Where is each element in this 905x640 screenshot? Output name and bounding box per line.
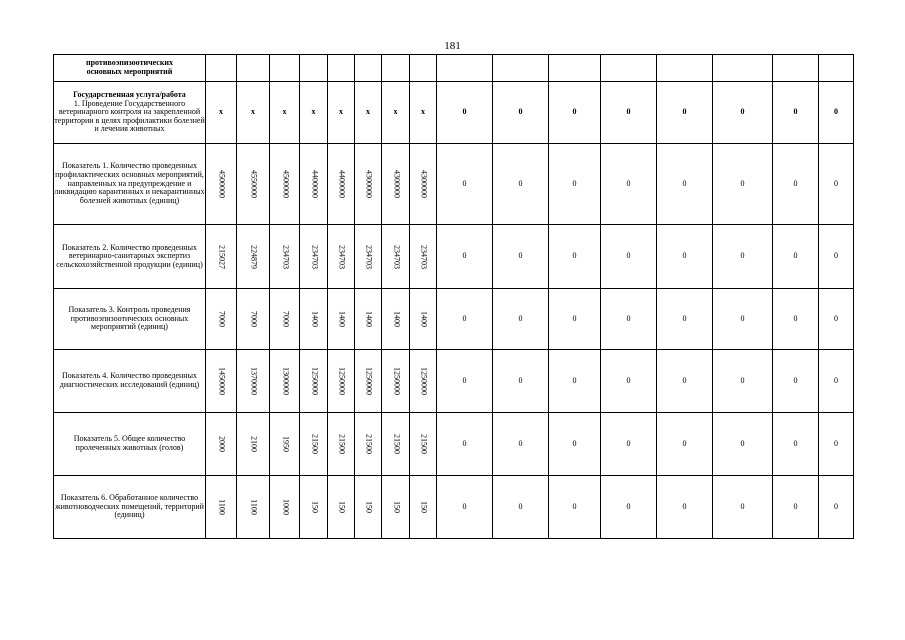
value-cell [657, 350, 713, 413]
value-cell [493, 476, 549, 539]
value-cell [713, 350, 773, 413]
value-cell [382, 82, 410, 144]
value-cell [410, 476, 437, 539]
value-text: 0 [626, 313, 631, 323]
value-cell [657, 476, 713, 539]
value-cell [773, 350, 819, 413]
value-text: 0 [793, 251, 798, 261]
value-text: 21500 [419, 434, 429, 454]
value-text: 0 [626, 178, 631, 188]
value-text: 0 [572, 313, 577, 323]
value-text: 0 [572, 375, 577, 385]
value-cell [382, 289, 410, 350]
value-cell [713, 413, 773, 476]
value-text: x [366, 107, 370, 117]
value-cell [237, 225, 270, 289]
value-text: 0 [626, 107, 631, 117]
value-text: 0 [462, 313, 467, 323]
value-text: 7000 [280, 311, 290, 327]
value-cell [206, 476, 237, 539]
value-text: 1100 [217, 499, 227, 515]
row-label: Показатель 3. Контроль проведения противоэпизоотических основных мероприятий (единиц) [54, 289, 206, 350]
row-label-line: противоэпизоотических [85, 58, 174, 68]
value-cell [819, 225, 854, 289]
value-cell [300, 144, 328, 225]
value-cell [410, 82, 437, 144]
value-cell [206, 289, 237, 350]
value-cell [355, 225, 382, 289]
value-text: 150 [309, 501, 319, 513]
value-text: 1400 [391, 311, 401, 327]
table-row [54, 225, 854, 289]
value-text: 0 [572, 251, 577, 261]
value-text: 0 [682, 501, 687, 511]
value-text: 0 [793, 501, 798, 511]
value-cell [382, 225, 410, 289]
value-cell [237, 82, 270, 144]
value-cell [355, 82, 382, 144]
value-cell [300, 82, 328, 144]
value-text: 0 [682, 178, 687, 188]
value-cell [382, 144, 410, 225]
value-text: 0 [740, 107, 745, 117]
value-text: 0 [462, 107, 467, 117]
service-heading: Государственная услуга/работа [73, 89, 186, 99]
value-cell [657, 413, 713, 476]
value-text: 0 [793, 375, 798, 385]
value-text: 215027 [217, 244, 227, 269]
value-text: 150 [337, 501, 347, 513]
value-cell [410, 350, 437, 413]
value-cell [328, 289, 355, 350]
value-cell [328, 350, 355, 413]
value-cell [328, 225, 355, 289]
value-text: x [339, 107, 343, 117]
value-cell [713, 82, 773, 144]
value-cell [819, 476, 854, 539]
value-text: 7000 [217, 311, 227, 327]
value-text: 0 [834, 107, 838, 117]
value-text: 21500 [391, 434, 401, 454]
value-text: 0 [572, 107, 577, 117]
value-cell [328, 413, 355, 476]
value-cell [493, 413, 549, 476]
value-text: 0 [740, 251, 745, 261]
value-text: 0 [834, 375, 838, 385]
value-text: 0 [793, 107, 798, 117]
value-text: 1400 [364, 311, 374, 327]
value-cell [270, 289, 300, 350]
value-text: 1250000 [364, 367, 374, 395]
value-text: 4500000 [280, 170, 290, 198]
value-text: 0 [834, 251, 838, 261]
value-text: 0 [462, 375, 467, 385]
value-cell [493, 82, 549, 144]
value-text: 1250000 [309, 367, 319, 395]
value-cell [657, 55, 713, 82]
value-text: 0 [682, 251, 687, 261]
value-text: 4400000 [309, 170, 319, 198]
value-text: 4300000 [391, 170, 401, 198]
value-cell [382, 476, 410, 539]
value-cell [819, 289, 854, 350]
value-cell [819, 350, 854, 413]
value-text: 0 [518, 438, 523, 448]
value-cell [819, 413, 854, 476]
value-cell [206, 144, 237, 225]
value-text: 0 [518, 375, 523, 385]
value-cell [270, 413, 300, 476]
value-cell [549, 413, 601, 476]
value-text: 0 [682, 438, 687, 448]
value-text: 2100 [249, 436, 259, 452]
value-text: 0 [518, 313, 523, 323]
value-cell [657, 144, 713, 225]
value-cell [270, 144, 300, 225]
value-cell [382, 55, 410, 82]
value-cell [237, 55, 270, 82]
value-cell [237, 476, 270, 539]
value-text: 0 [740, 178, 745, 188]
value-cell [355, 350, 382, 413]
value-text: 1000 [280, 499, 290, 515]
row-label: Показатель 6. Обработанное количество животноводческих помещений, территорий (единиц) [54, 476, 206, 539]
value-cell [773, 225, 819, 289]
value-cell [713, 225, 773, 289]
value-cell [601, 225, 657, 289]
value-cell [819, 55, 854, 82]
value-text: 0 [793, 313, 798, 323]
value-cell [713, 476, 773, 539]
value-cell [382, 350, 410, 413]
value-cell [206, 350, 237, 413]
value-cell [493, 144, 549, 225]
value-cell [437, 82, 493, 144]
table-row [54, 350, 854, 413]
value-cell [237, 350, 270, 413]
value-cell [437, 350, 493, 413]
value-cell [549, 225, 601, 289]
value-cell [237, 289, 270, 350]
value-text: 0 [626, 501, 631, 511]
value-text: 150 [364, 501, 374, 513]
table-row [54, 476, 854, 539]
value-cell [493, 225, 549, 289]
value-cell [270, 476, 300, 539]
value-text: x [251, 107, 255, 117]
value-text: 0 [682, 313, 687, 323]
value-cell [355, 55, 382, 82]
value-cell [493, 55, 549, 82]
value-cell [437, 144, 493, 225]
table-row [54, 82, 854, 144]
value-cell [410, 55, 437, 82]
row-label: Показатель 1. Количество проведенных профилактических основных мероприятий, направленных на предупреждение и ликвидацию карантинных и некарантинных болезней животных (единиц) [54, 144, 206, 225]
value-text: 4550000 [249, 170, 259, 198]
value-text: 4500000 [217, 170, 227, 198]
value-cell [773, 82, 819, 144]
value-text: 1250000 [391, 367, 401, 395]
value-text: 0 [462, 251, 467, 261]
value-text: 1250000 [337, 367, 347, 395]
value-cell [549, 350, 601, 413]
value-cell [355, 289, 382, 350]
row-label [54, 82, 206, 144]
value-cell [382, 413, 410, 476]
value-text: 1370000 [249, 367, 259, 395]
value-cell [300, 289, 328, 350]
value-text: 1250000 [419, 367, 429, 395]
value-cell [328, 476, 355, 539]
value-cell [549, 82, 601, 144]
value-cell [549, 144, 601, 225]
value-cell [437, 413, 493, 476]
value-cell [206, 55, 237, 82]
value-cell [410, 225, 437, 289]
value-cell [773, 413, 819, 476]
value-text: 21500 [337, 434, 347, 454]
value-text: 0 [834, 438, 838, 448]
value-cell [437, 225, 493, 289]
value-text: 234703 [337, 244, 347, 269]
value-text: 1400 [309, 311, 319, 327]
value-cell [355, 476, 382, 539]
value-text: 0 [740, 438, 745, 448]
value-text: 0 [834, 501, 838, 511]
value-text: 0 [462, 501, 467, 511]
value-cell [355, 144, 382, 225]
value-cell [328, 82, 355, 144]
value-cell [410, 289, 437, 350]
value-cell [657, 289, 713, 350]
value-cell [773, 55, 819, 82]
value-text: 0 [626, 251, 631, 261]
value-cell [773, 289, 819, 350]
value-text: 0 [626, 375, 631, 385]
value-cell [270, 82, 300, 144]
value-cell [549, 55, 601, 82]
service-description: 1. Проведение Государственного ветеринарного контроля на закрепленной территории в целях профилактики болезней и лечения животных [54, 98, 205, 134]
value-text: 224879 [249, 244, 259, 269]
value-text: 234703 [419, 244, 429, 269]
value-cell [773, 144, 819, 225]
value-cell [237, 144, 270, 225]
row-label-line: основных мероприятий [86, 67, 173, 76]
value-text: 234703 [364, 244, 374, 269]
value-cell [601, 55, 657, 82]
value-text: 0 [626, 438, 631, 448]
value-text: 4400000 [337, 170, 347, 198]
value-text: 0 [518, 501, 523, 511]
row-label [54, 55, 206, 82]
value-text: 1300000 [280, 367, 290, 395]
value-text: 1400 [337, 311, 347, 327]
value-cell [657, 225, 713, 289]
value-cell [601, 82, 657, 144]
value-cell [601, 413, 657, 476]
value-text: 0 [740, 375, 745, 385]
row-label: Показатель 2. Количество проведенных ветеринарно-санитарных экспертиз сельскохозяйственной продукции (единиц) [54, 225, 206, 289]
value-text: 234703 [391, 244, 401, 269]
value-cell [410, 413, 437, 476]
value-cell [601, 144, 657, 225]
value-text: 0 [572, 438, 577, 448]
value-text: x [219, 107, 223, 117]
value-text: x [393, 107, 398, 117]
value-cell [328, 55, 355, 82]
table-row [54, 144, 854, 225]
value-text: 21500 [364, 434, 374, 454]
value-cell [601, 476, 657, 539]
value-text: 0 [572, 178, 577, 188]
indicators-table [53, 54, 854, 539]
value-cell [713, 289, 773, 350]
table-row [54, 289, 854, 350]
value-text: x [282, 107, 287, 117]
row-label: Показатель 5. Общее количество пролеченных животных (голов) [54, 413, 206, 476]
value-cell [300, 350, 328, 413]
value-text: 0 [682, 107, 687, 117]
value-text: 0 [740, 313, 745, 323]
value-text: 21500 [309, 434, 319, 454]
value-text: 1950 [280, 436, 290, 452]
value-cell [206, 413, 237, 476]
value-text: 234703 [280, 244, 290, 269]
value-cell [410, 144, 437, 225]
value-text: 0 [793, 438, 798, 448]
value-cell [493, 350, 549, 413]
value-text: 150 [419, 501, 429, 513]
value-text: 150 [391, 501, 401, 513]
value-text: 7000 [249, 311, 259, 327]
value-text: 0 [740, 501, 745, 511]
value-cell [206, 225, 237, 289]
page-number: 181 [444, 40, 461, 52]
table-row [54, 55, 854, 82]
value-cell [657, 82, 713, 144]
value-cell [355, 413, 382, 476]
value-text: 0 [518, 178, 523, 188]
value-cell [819, 82, 854, 144]
value-text: x [421, 107, 425, 117]
value-cell [601, 289, 657, 350]
value-cell [237, 413, 270, 476]
value-cell [270, 350, 300, 413]
value-text: 0 [462, 178, 467, 188]
value-text: 0 [572, 501, 577, 511]
value-cell [300, 225, 328, 289]
value-cell [328, 144, 355, 225]
value-text: 234703 [309, 244, 319, 269]
value-text: x [311, 107, 316, 117]
value-text: 4300000 [364, 170, 374, 198]
row-label: Показатель 4. Количество проведенных диагностических исследований (единиц) [54, 350, 206, 413]
value-cell [300, 55, 328, 82]
value-cell [300, 413, 328, 476]
value-cell [437, 289, 493, 350]
value-cell [493, 289, 549, 350]
value-text: 0 [834, 313, 838, 323]
value-text: 0 [518, 251, 523, 261]
value-text: 0 [682, 375, 687, 385]
value-cell [270, 55, 300, 82]
value-text: 1400 [419, 311, 429, 327]
value-cell [437, 55, 493, 82]
value-cell [270, 225, 300, 289]
value-cell [713, 55, 773, 82]
value-text: 1450000 [217, 367, 227, 395]
value-cell [713, 144, 773, 225]
value-text: 0 [462, 438, 467, 448]
value-cell [819, 144, 854, 225]
value-cell [549, 476, 601, 539]
value-cell [206, 82, 237, 144]
value-cell [549, 289, 601, 350]
value-text: 4300000 [419, 170, 429, 198]
value-text: 2000 [217, 436, 227, 452]
value-text: 0 [834, 178, 838, 188]
value-cell [601, 350, 657, 413]
table-row [54, 413, 854, 476]
value-cell [300, 476, 328, 539]
value-cell [437, 476, 493, 539]
value-text: 0 [518, 107, 523, 117]
value-cell [773, 476, 819, 539]
value-text: 0 [793, 178, 798, 188]
value-text: 1100 [249, 499, 259, 515]
